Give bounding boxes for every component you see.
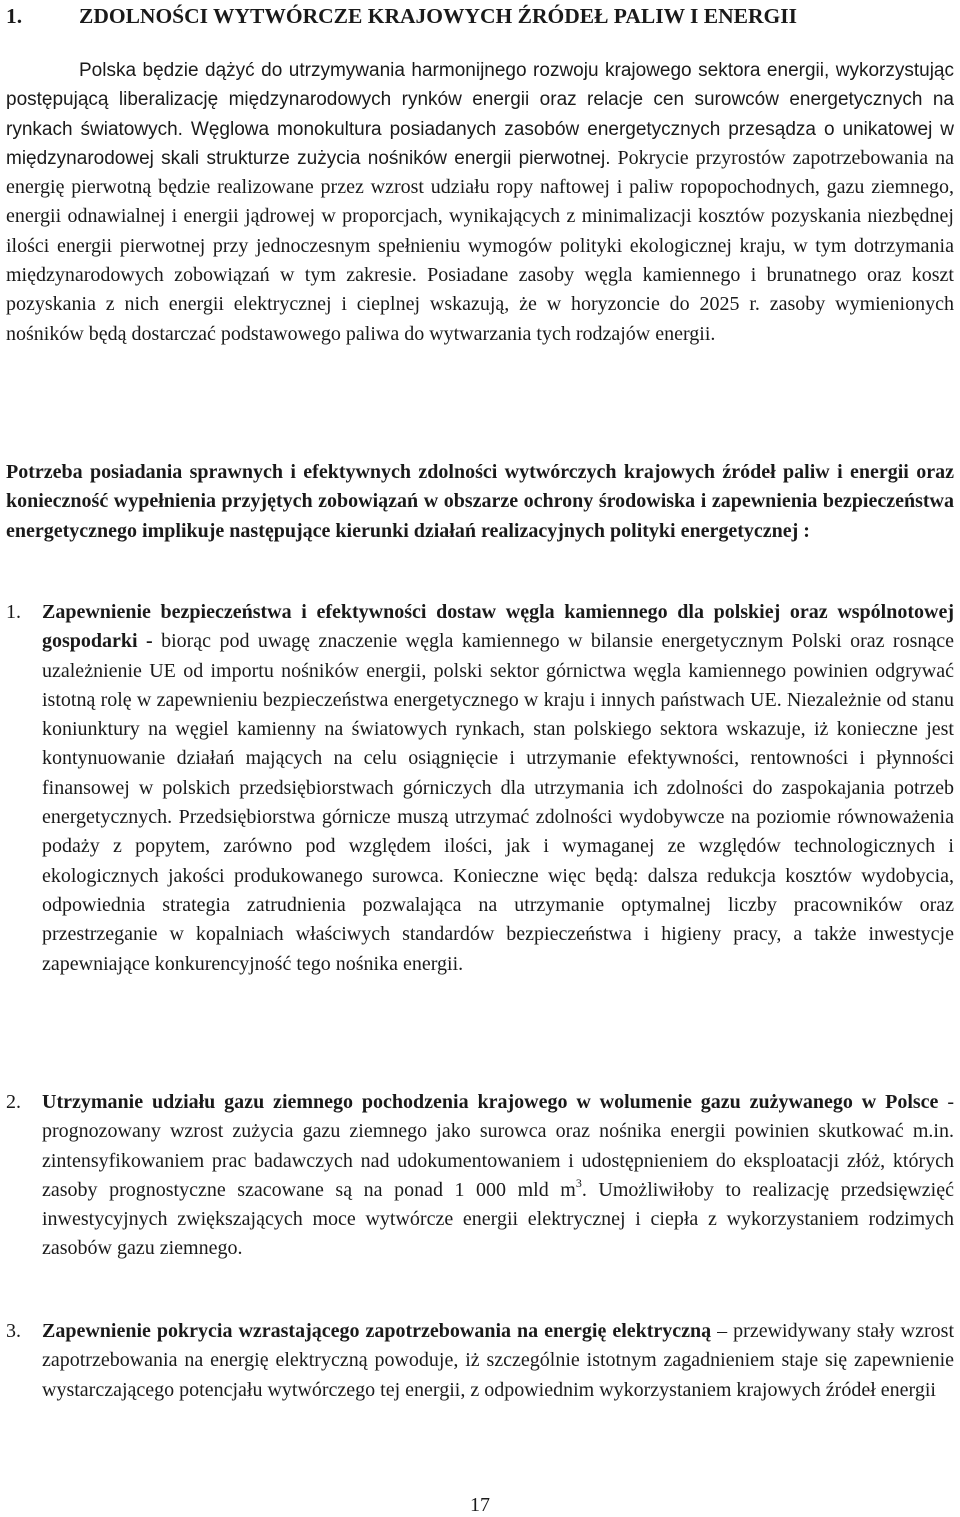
intro-part-1: Polska będzie dążyć do utrzymywania harmonijnego rozwoju krajowego sektora energii, wykorzystując postępującą liberalizację międzynarodowych rynków energii oraz relacje cen surowców energetycznych na rynkach światowych. Węglowa monokultura posiadanych zasobów energetycznych przesądza o unikatowej w międzynarodowej skali strukturze zużycia nośników energii pierwotnej. [6, 60, 954, 169]
list-item-number: 2. [6, 1091, 21, 1113]
intro-part-2: Pokrycie przyrostów zapotrzebowania na energię pierwotną będzie realizowane przez wzrost udziału ropy naftowej i paliw ropopochodnych, gazu ziemnego, energii odnawialnej i energii jądrowej w proporcjach, wynikających z minimalizacji kosztów pozyskania niezbędnej ilości energii pierwotnej przy jednoczesnym spełnieniu wymogów polityki ekologicznej kraju, w tym dotrzymania międzynarodowych zobowiązań w tym zakresie. Posiadane zasoby węgla kamiennego i brunatnego oraz koszt pozyskania z nich energii elektrycznej i cieplnej wskazują, że w horyzoncie do 2025 r. zasoby wymienionych nośników będą dostarczać podstawowego paliwa do wytwarzania tych rodzajów energii. [6, 146, 954, 345]
list-item-number: 3. [6, 1320, 21, 1342]
list-item-lead: Zapewnienie bezpieczeństwa i efektywności dostaw węgla kamiennego dla polskiej oraz wspólnotowej gospodarki - [42, 601, 954, 653]
list-item [6, 598, 954, 979]
list-item-text [42, 1088, 954, 1264]
bold-paragraph: Potrzeba posiadania sprawnych i efektywnych zdolności wytwórczych krajowych źródeł paliw i energii oraz konieczność wypełnienia przyjętych zobowiązań w obszarze ochrony środowiska i zapewnienia bezpieczeństwa energetycznego implikuje następujące kierunki działań realizacyjnych polityki energetycznej : [6, 461, 954, 542]
section-title: ZDOLNOŚCI WYTWÓRCZE KRAJOWYCH ŹRÓDEŁ PALIW I ENERGII [79, 4, 797, 28]
list-item-text [42, 1317, 954, 1405]
list-item-body: biorąc pod uwagę znaczenie węgla kamiennego w bilansie energetycznym Polski oraz rosnące uzależnienie UE od importu nośników energii, polski sektor górnictwa węgla kamiennego powinien odgrywać istotną rolę w zapewnieniu bezpieczeństwa energetycznego w kraju i innych państwach UE. Niezależnie od stanu koniunktury na węgiel kamienny na światowych rynkach, stan polskiego sektora wskazuje, iż konieczne jest kontynuowanie działań mających na celu osiągnięcie i utrzymanie efektywności, rentowności i płynności finansowej w polskich przedsiębiorstwach górniczych dla utrzymania ich zdolności do zaspokajania potrzeb energetycznych. Przedsiębiorstwa górnicze muszą utrzymać zdolności wydobywcze na poziomie równoważenia podaży z popytem, zarówno pod względem ilości, jak i wymaganej ze względów technologicznych i ekologicznych jakości produkowanego surowca. Konieczne więc będą: dalsza redukcja kosztów wydobycia, odpowiednia strategia zatrudnienia pozwalająca na utrzymanie optymalnej liczby pracowników oraz przestrzeganie w kopalniach właściwych standardów bezpieczeństwa i higieny pracy, a także inwestycje zapewniające konkurencyjność tego nośnika energii. [42, 630, 954, 975]
section-number: 1. [6, 4, 23, 28]
list-item-lead: Utrzymanie udziału gazu ziemnego pochodzenia krajowego w wolumenie gazu zużywanego w Polsce [42, 1091, 939, 1113]
section-heading [6, 3, 956, 29]
list-item [6, 1317, 954, 1405]
list-item-body: - prognozowany wzrost zużycia gazu ziemnego jako surowca oraz nośnika energii powinien skutkować m.in. zintensyfikowaniem prac badawczych nad udokumentowaniem i udostępnieniem do eksploatacji złóż, których zasoby prognostyczne szacowane są na ponad 1 000 mld m [42, 1091, 954, 1201]
superscript: 3 [575, 1175, 582, 1190]
list-item [6, 1088, 954, 1264]
intro-paragraph [6, 56, 954, 349]
list-item-text [42, 598, 954, 979]
list-item-body: – przewidywany stały wzrost zapotrzebowania na energię elektryczną powoduje, iż szczególnie istotnym zagadnieniem staje się zapewnienie wystarczającego potencjału wytwórczego tej energii, z odpowiednim wykorzystaniem krajowych źródeł energii [42, 1320, 955, 1401]
page-number: 17 [470, 1494, 490, 1516]
list-item-body-cont: . Umożliwiłoby to realizację przedsięwzięć inwestycyjnych zwiększających moce wytwórcze energii elektrycznej i ciepła z wykorzystaniem rodzimych zasobów gazu ziemnego. [42, 1178, 954, 1260]
list-item-number: 1. [6, 601, 21, 623]
list-item-lead: Zapewnienie pokrycia wzrastającego zapotrzebowania na energię elektryczną [42, 1320, 712, 1342]
